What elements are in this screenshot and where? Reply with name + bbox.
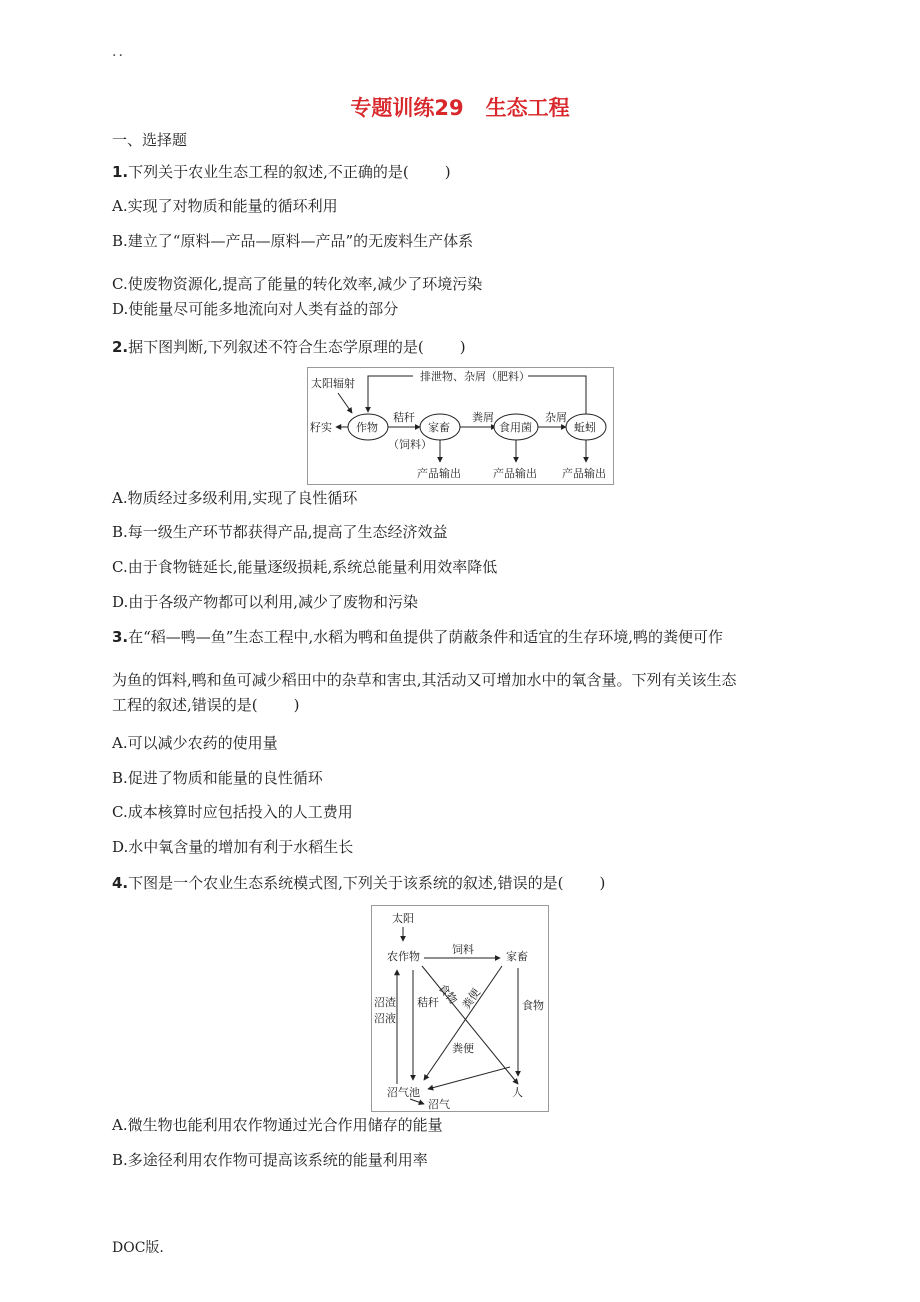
q1-option-c: C.使废物资源化,提高了能量的转化效率,减少了环境污染 (112, 275, 483, 293)
q3-close: ) (293, 696, 300, 714)
fig2-crop: 农作物 (387, 950, 420, 963)
figure-2-diagram (371, 905, 549, 1112)
q3-text-1: 在“稻—鸭—鱼”生态工程中,水稻为鸭和鱼提供了荫蔽条件和适宜的生存环境,鸭的粪便可作 (128, 628, 724, 646)
fig1-output-2: 产品输出 (493, 467, 537, 480)
q2-option-b: B.每一级生产环节都获得产品,提高了生态经济效益 (112, 523, 448, 541)
q2-option-d: D.由于各级产物都可以利用,减少了废物和污染 (112, 593, 419, 611)
page-title (0, 92, 920, 122)
fig1-earthworm: 蚯蚓 (574, 421, 596, 434)
q1-stem (112, 162, 451, 182)
q2-option-a: A.物质经过多级利用,实现了良性循环 (112, 489, 358, 507)
q1-number: 1. (112, 163, 129, 181)
q1-option-b: B.建立了“原料—产品—原料—产品”的无废料生产体系 (112, 232, 474, 250)
fig1-output-1: 产品输出 (417, 467, 461, 480)
fig2-residue-2: 沼液 (374, 1012, 396, 1025)
figure-1-diagram (307, 367, 614, 485)
fig1-top-label: 排泄物、杂屑（肥料） (420, 370, 530, 383)
q3-text-3: 工程的叙述,错误的是( (112, 696, 258, 714)
q3-option-a: A.可以减少农药的使用量 (112, 734, 278, 752)
fig2-manure-diagonal: 粪便 (459, 986, 484, 1012)
q4-number: 4. (112, 874, 129, 892)
fig2-livestock: 家畜 (506, 950, 528, 963)
q3-stem-line-3 (112, 695, 299, 715)
fig2-digester: 沼气池 (387, 1086, 420, 1099)
fig2-straw: 秸秆 (417, 996, 439, 1009)
footer-label: DOC版. (112, 1240, 164, 1256)
q1-text: 下列关于农业生态工程的叙述,不正确的是( (128, 163, 409, 181)
q3-stem-line-2: 为鱼的饵料,鸭和鱼可减少稻田中的杂草和害虫,其活动又可增加水中的氧含量。下列有关该生态 (112, 671, 737, 689)
fig1-fungus: 食用菌 (499, 421, 532, 434)
header-mark: .. (112, 44, 125, 60)
fig2-food-right: 食物 (522, 999, 544, 1012)
q3-option-b: B.促进了物质和能量的良性循环 (112, 769, 323, 787)
fig1-seed: 籽实 (310, 421, 332, 434)
fig1-livestock: 家畜 (428, 421, 450, 434)
fig2-sun: 太阳 (392, 912, 414, 925)
q2-option-c: C.由于食物链延长,能量逐级损耗,系统总能量利用效率降低 (112, 558, 498, 576)
q4-text: 下图是一个农业生态系统模式图,下列关于该系统的叙述,错误的是( (128, 874, 564, 892)
title-sub: 生态工程 (485, 96, 570, 120)
fig1-straw: 秸秆 (393, 411, 415, 424)
fig2-manure-bottom: 粪便 (452, 1042, 474, 1055)
fig2-food-diagonal: 食物 (435, 981, 460, 1007)
fig2-human: 人 (512, 1086, 523, 1099)
q4-option-a: A.微生物也能利用农作物通过光合作用储存的能量 (112, 1116, 443, 1134)
q1-option-d: D.使能量尽可能多地流向对人类有益的部分 (112, 300, 399, 318)
q2-stem (112, 337, 466, 357)
q4-close: ) (599, 874, 606, 892)
fig2-biogas: 沼气 (428, 1098, 450, 1111)
fig1-crop: 作物 (356, 421, 378, 434)
fig1-feed: （饲料） (388, 438, 432, 451)
q3-option-d: D.水中氧含量的增加有利于水稻生长 (112, 838, 354, 856)
q1-option-a: A.实现了对物质和能量的循环利用 (112, 197, 338, 215)
q4-stem (112, 873, 605, 893)
q4-option-b: B.多途径利用农作物可提高该系统的能量利用率 (112, 1151, 428, 1169)
fig2-feed: 饲料 (452, 943, 474, 956)
q3-stem-line-1 (112, 627, 723, 647)
q2-close: ) (459, 338, 466, 356)
q2-number: 2. (112, 338, 129, 356)
fig1-sun: 太阳辐射 (311, 377, 355, 390)
fig1-manure: 粪屑 (472, 411, 494, 424)
q3-option-c: C.成本核算时应包括投入的人工费用 (112, 803, 353, 821)
section-heading: 一、选择题 (112, 131, 188, 149)
q3-number: 3. (112, 628, 129, 646)
fig2-residue-1: 沼渣 (374, 996, 396, 1009)
title-main: 专题训练29 (350, 96, 464, 120)
q2-text: 据下图判断,下列叙述不符合生态学原理的是( (128, 338, 424, 356)
q1-close: ) (444, 163, 451, 181)
fig1-debris: 杂屑 (545, 411, 567, 424)
fig1-output-3: 产品输出 (562, 467, 606, 480)
